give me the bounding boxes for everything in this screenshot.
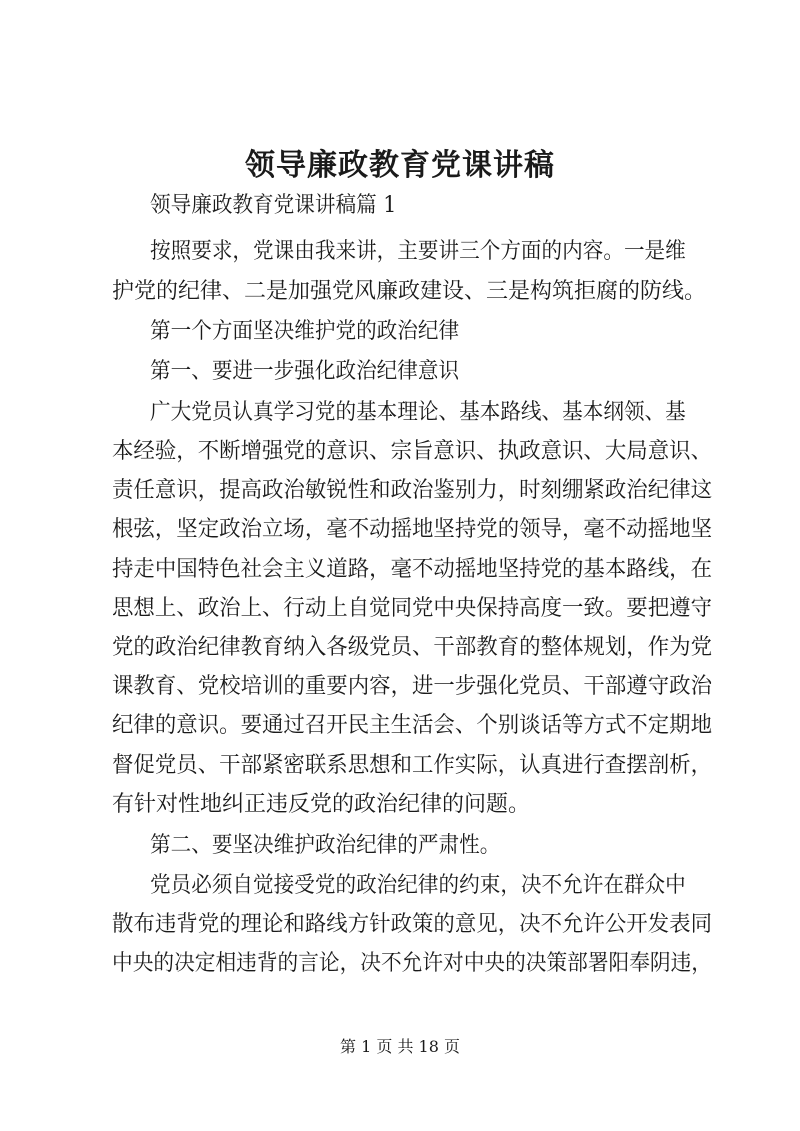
text-line: 督促党员、干部紧密联系思想和工作实际，认真进行查摆剖析， [112,753,713,778]
section-heading: 第一个方面坚决维护党的政治纪律 [150,319,460,344]
text-line: 护党的纪律、二是加强党风廉政建设、三是构筑拒腐的防线。 [112,279,707,304]
text-line: 党员必须自觉接受党的政治纪律的约束，决不允许在群众中 [150,873,686,898]
text-line: 责任意识，提高政治敏锐性和政治鉴别力，时刻绷紧政治纪律这 [112,478,713,503]
text-line: 本经验，不断增强党的意识、宗旨意识、执政意识、大局意识、 [112,439,713,464]
text-line: 思想上、政治上、行动上自觉同党中央保持高度一致。要把遵守 [112,596,713,621]
text-line: 根弦，坚定政治立场，毫不动摇地坚持党的领导，毫不动摇地坚 [112,517,713,542]
text-line: 广大党员认真学习党的基本理论、基本路线、基本纲领、基 [150,400,686,425]
page-number-footer: 第 1 页 共 18 页 [340,1037,460,1056]
text-line: 中央的决定相违背的言论，决不允许对中央的决策部署阳奉阴违， [112,951,713,976]
subtitle-line: 领导廉政教育党课讲稿篇 1 [150,193,397,218]
text-line: 课教育、党校培训的重要内容，进一步强化党员、干部遵守政治 [112,674,713,699]
text-line: 有针对性地纠正违反党的政治纪律的问题。 [112,792,531,817]
subsection-heading: 第一、要进一步强化政治纪律意识 [150,359,460,384]
document-title: 领导廉政教育党课讲稿 [245,148,555,183]
text-line: 持走中国特色社会主义道路，毫不动摇地坚持党的基本路线，在 [112,557,713,582]
text-line: 散布违背党的理论和路线方针政策的意见，决不允许公开发表同 [112,912,713,937]
text-line: 纪律的意识。要通过召开民主生活会、个别谈话等方式不定期地 [112,713,713,738]
text-line: 按照要求，党课由我来讲，主要讲三个方面的内容。一是维 [150,239,686,264]
text-line: 党的政治纪律教育纳入各级党员、干部教育的整体规划，作为党 [112,635,713,660]
subsection-heading: 第二、要坚决维护政治纪律的严肃性。 [150,833,501,858]
